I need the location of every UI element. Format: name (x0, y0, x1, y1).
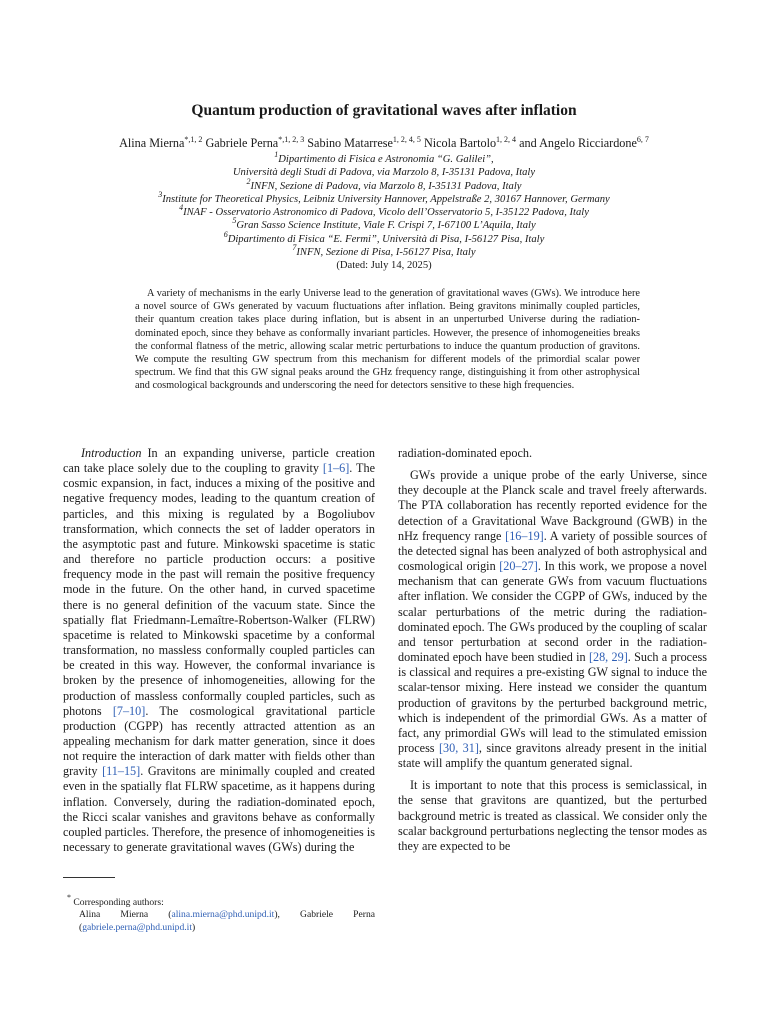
text-run: ) (192, 921, 196, 933)
paragraph-introduction-cont (398, 446, 707, 461)
text-run: . In this work, we propose a novel mechanism that can generate GWs from vacuum fluctuations after inflation. We consider the CGPP of GWs, induced by the scalar perturbations of the metric during the radiation-dominated epoch. The GWs produced by the coupling of scalar and tensor perturbation at second order in the radiation-dominated epoch have been studied in (398, 559, 707, 665)
affiliation-line (0, 229, 768, 246)
paragraph (398, 778, 707, 854)
affiliation-text: INAF - Osservatorio Astronomico di Padova, Vicolo dell’Osservatorio 5, I-35122 Padova, Italy (183, 207, 589, 219)
paragraph-introduction (63, 446, 375, 855)
citation-link[interactable]: gabriele.perna@phd.unipd.it (82, 921, 193, 933)
dated-line: (Dated: July 14, 2025) (336, 260, 432, 272)
citation-link[interactable]: [1–6] (322, 461, 350, 476)
affiliation-text: Dipartimento di Fisica e Astronomia “G. Galilei”, (278, 154, 494, 165)
text-run: . Gravitons are minimally coupled and created even in the spatially flat FLRW spacetime, as it happens during inflation. Conversely, during the radiation-dominated epoch, the Ricci scalar vanishes and gravitons behave as conformally coupled particles. Therefore, the presence of inhomogeneities is necessary to generate gravitational waves (GWs) during the (63, 764, 375, 855)
author-affil-marks: 6, 7 (636, 135, 649, 144)
abstract: A variety of mechanisms in the early Universe lead to the generation of gravitational waves (GWs). We introduce here a novel source of GWs generated by vacuum fluctuations after inflation. Being gravitons minimally coupled particles, their quantum creation takes place during inflation, but is absent in an unperturbed Universe during the radiation-dominated epoch, since they behave as conformally invariant particles. However, the presence of inhomogeneities breaks the conformal flatness of the metric, allowing scalar metric perturbations to induce the quantum production of gravitons. We compute the resulting GW spectrum from this mechanism for different models of the primordial scalar power spectrum. We find that this GW signal peaks around the GHz frequency range, distinguishing it from other astrophysical and cosmological backgrounds and underscoring the need for detectors sensitive to these high frequencies. (135, 288, 640, 392)
affiliation-text: INFN, Sezione di Pisa, I-56127 Pisa, Italy (296, 247, 476, 259)
affiliation-text: INFN, Sezione di Padova, via Marzolo 8, I-35131 Padova, Italy (250, 180, 522, 192)
author-name: Alina Mierna (119, 136, 185, 150)
author-name: Nicola Bartolo (423, 136, 497, 150)
author-name: Gabriele Perna (205, 136, 279, 150)
footnote-marker: * (67, 893, 71, 902)
affiliation-number: 6 (223, 229, 228, 239)
author-name: Sabino Matarrese (307, 136, 393, 150)
citation-link[interactable]: [16–19] (505, 528, 544, 543)
body-column-left (63, 446, 375, 862)
text-run: . Such a process is classical and requires a pre-existing GW signal to induce the scalar-tensor mixing. Here instead we consider the quantum production of gravitons by the perturbed background metric, which is independent of the primordial GWs. As a matter of fact, any primordial GWs will lead to the stimulated emission process (398, 650, 707, 755)
author-affil-marks: 1, 2, 4, 5 (392, 135, 421, 144)
citation-link[interactable]: [20–27] (499, 559, 538, 574)
affiliation-text: Institute for Theoretical Physics, Leibniz University Hannover, Appelstraße 2, 30167 Hannover, Germany (162, 193, 610, 205)
paper-title: Quantum production of gravitational waves after inflation (191, 102, 577, 119)
citation-link[interactable]: alina.mierna@phd.unipd.it (171, 909, 275, 921)
text-run: ), Gabriele Perna ( (79, 909, 376, 933)
text-run: In an expanding universe, particle creation can take place solely due to the coupling to gravity (63, 446, 375, 476)
affiliation-number: 1 (274, 150, 279, 159)
footnote-body (63, 909, 375, 934)
text-run: radiation-dominated epoch. (398, 446, 533, 460)
author-affil-marks: *,1, 2 (184, 135, 203, 144)
citation-link[interactable]: [7–10] (112, 703, 146, 718)
author-affil-marks: 1, 2, 4 (496, 135, 517, 144)
affiliation-number: 5 (232, 216, 237, 226)
body-column-right (398, 446, 707, 861)
affiliation-number: 4 (179, 203, 184, 213)
footnote (63, 893, 376, 934)
text-run: Alina Mierna ( (79, 909, 172, 921)
affiliation-line (0, 243, 768, 259)
text-run: . The cosmological gravitational particle production (CGPP) has recently attracted attention as an appealing mechanism for dark matter generation, since it does not require the interaction of dark matter with fields other than gravity (63, 703, 376, 779)
affiliation-line (0, 203, 768, 219)
footnote-heading-text: Corresponding authors: (73, 897, 164, 908)
text-run: GWs provide a unique probe of the early Universe, since they decouple at the Planck scale and travel freely afterwards. The PTA collaboration has recently reported evidence for the detection of a Gravitational Wave Background (GWB) in the nHz frequency range (398, 468, 707, 543)
affiliation-line (0, 176, 768, 193)
affiliation-line (0, 150, 768, 166)
text-run: , since gravitons already present in the initial state will amplify the quantum generated signal. (398, 740, 707, 771)
affiliation-text: Gran Sasso Science Institute, Viale F. Crispi 7, I-67100 L’Aquila, Italy (236, 220, 536, 232)
citation-link[interactable]: [11–15] (102, 764, 141, 779)
text-run: It is important to note that this process is semiclassical, in the sense that gravitons are quantized, but the perturbed background metric is treated as classical. We consider only the scalar background perturbations neglecting the tensor modes as they are expected to be (398, 778, 707, 853)
citation-link[interactable]: [28, 29] (588, 650, 628, 665)
affiliation-number: 7 (292, 243, 297, 253)
author-and: and (519, 136, 537, 150)
author-name: Angelo Ricciardone (539, 136, 637, 150)
affiliation-line (0, 189, 768, 206)
section-label: Introduction (81, 446, 142, 460)
affiliation-number: 2 (246, 176, 251, 186)
text-run: . The cosmic expansion, in fact, induces a mixing of the positive and negative frequency modes, leading to the quantum creation of particles, and this mixing is regulated by a Bogoliubov transformation, which connects the set of ladder operators in the asymptotic past and future. Minkowski spacetime is static and therefore no particle production occurs: a positive frequency mode in the past will remain the positive frequency mode in the future. On the other hand, in curved spacetime there is no general definition of the vacuum state. Since the spatially flat Friedmann-Lemaître-Robertson-Walker (FLRW) spacetime is related to Minkowski spacetime by a conformal transformation, no massless conformally coupled particles can be created in this way. However, the conformal invariance is broken by the presence of inhomogeneities, allowing for the production of massless conformally coupled particles, such as photons (63, 461, 375, 718)
text-run: . A variety of possible sources of the detected signal has been analyzed of both astrophysical and cosmological origin (398, 528, 707, 574)
affiliation-text: Dipartimento di Fisica “E. Fermi”, Università di Pisa, I-56127 Pisa, Italy (227, 233, 545, 245)
citation-link[interactable]: [30, 31] (438, 740, 479, 755)
footnote-divider (63, 877, 115, 878)
affiliation-line (0, 166, 768, 179)
affiliation-text: Università degli Studi di Padova, via Marzolo 8, I-35131 Padova, Italy (232, 167, 536, 179)
affiliation-number: 3 (158, 189, 163, 199)
affiliation-line (0, 216, 768, 232)
footnote-heading (63, 893, 375, 909)
affiliation-list (0, 150, 768, 273)
author-affil-marks: *,1, 2, 3 (278, 135, 305, 144)
paragraph (398, 468, 707, 771)
author-list (0, 134, 768, 152)
